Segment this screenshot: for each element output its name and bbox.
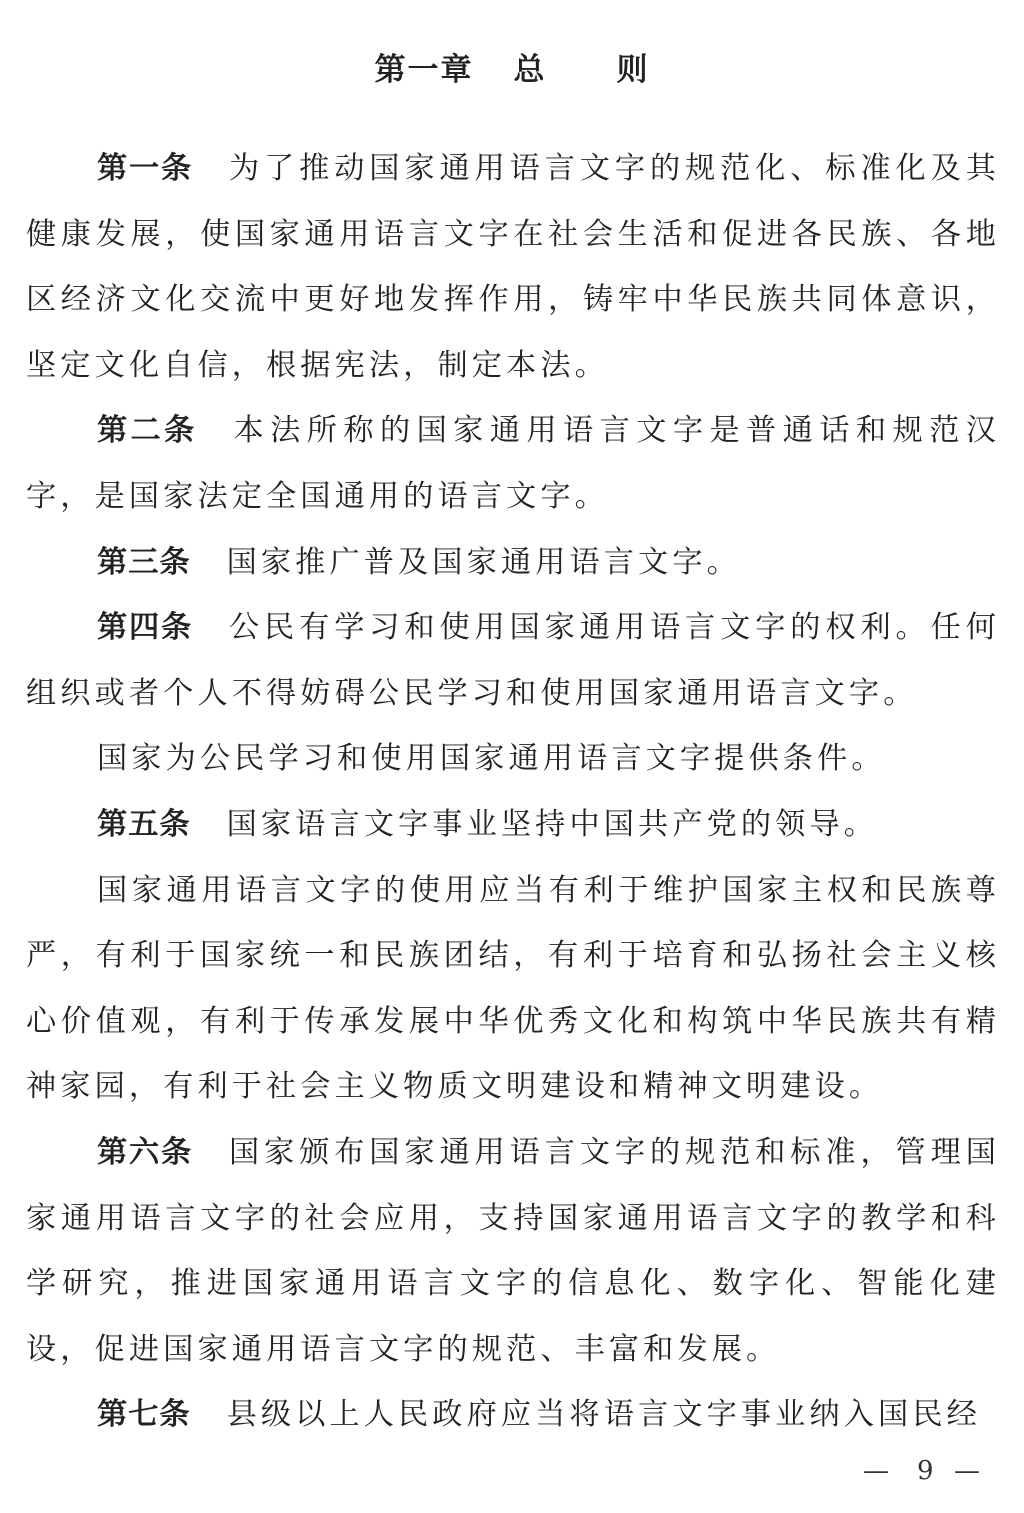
chapter-title [0, 44, 1024, 89]
article-text: 国家颁布国家通用语言文字的规范和标准，管理国家通用语言文字的社会应用，支持国家通用语言文字的教学和科学研究，推进国家通用语言文字的信息化、数字化、智能化建设，促进国家通用语言文字的规范、丰富和发展。 [26, 1134, 1000, 1367]
article-4 [26, 595, 1000, 726]
article-text: 公民有学习和使用国家通用语言文字的权利。任何组织或者个人不得妨碍公民学习和使用国家通用语言文字。 [26, 610, 1000, 711]
article-6 [26, 1120, 1000, 1382]
article-5-paragraph-2 [26, 858, 1000, 1120]
article-text: 国家推广普及国家通用语言文字。 [226, 544, 741, 580]
article-text: 国家语言文字事业坚持中国共产党的领导。 [226, 806, 879, 842]
article-4-paragraph-2 [26, 726, 1000, 792]
article-text: 本法所称的国家通用语言文字是普通话和规范汉字，是国家法定全国通用的语言文字。 [26, 413, 1000, 514]
article-3 [26, 530, 1000, 596]
article-1 [26, 136, 1000, 398]
footer-dash-left: — [863, 1456, 889, 1486]
article-number: 第四条 [97, 610, 193, 646]
article-text: 为了推动国家通用语言文字的规范化、标准化及其健康发展，使国家通用语言文字在社会生活和促进各民族、各地区经济文化交流中更好地发挥作用，铸牢中华民族共同体意识，坚定文化自信，根据宪法，制定本法。 [26, 151, 1000, 383]
article-5 [26, 792, 1000, 858]
footer-dash-right: — [954, 1456, 980, 1486]
chapter-name-second-char: 则 [616, 52, 650, 88]
article-number: 第七条 [97, 1397, 191, 1433]
article-number: 第五条 [97, 806, 191, 842]
paragraph-text: 国家通用语言文字的使用应当有利于维护国家主权和民族尊严，有利于国家统一和民族团结，有利于培育和弘扬社会主义核心价值观，有利于传承发展中华优秀文化和构筑中华民族共有精神家园，有利于社会主义物质文明建设和精神文明建设。 [26, 872, 1000, 1105]
page-number: 9 [917, 1456, 934, 1486]
article-2 [26, 398, 1000, 529]
body-text [26, 136, 1000, 1448]
article-text: 县级以上人民政府应当将语言文字事业纳入国民经 [226, 1397, 981, 1433]
article-number: 第二条 [97, 413, 198, 449]
article-number: 第一条 [97, 151, 193, 186]
article-number: 第三条 [97, 544, 191, 580]
article-7 [26, 1382, 1000, 1448]
paragraph-text: 国家为公民学习和使用国家通用语言文字提供条件。 [97, 741, 886, 777]
chapter-name-first-char: 总 [513, 52, 547, 88]
article-number: 第六条 [97, 1134, 193, 1170]
chapter-number: 第一章 [374, 52, 474, 88]
